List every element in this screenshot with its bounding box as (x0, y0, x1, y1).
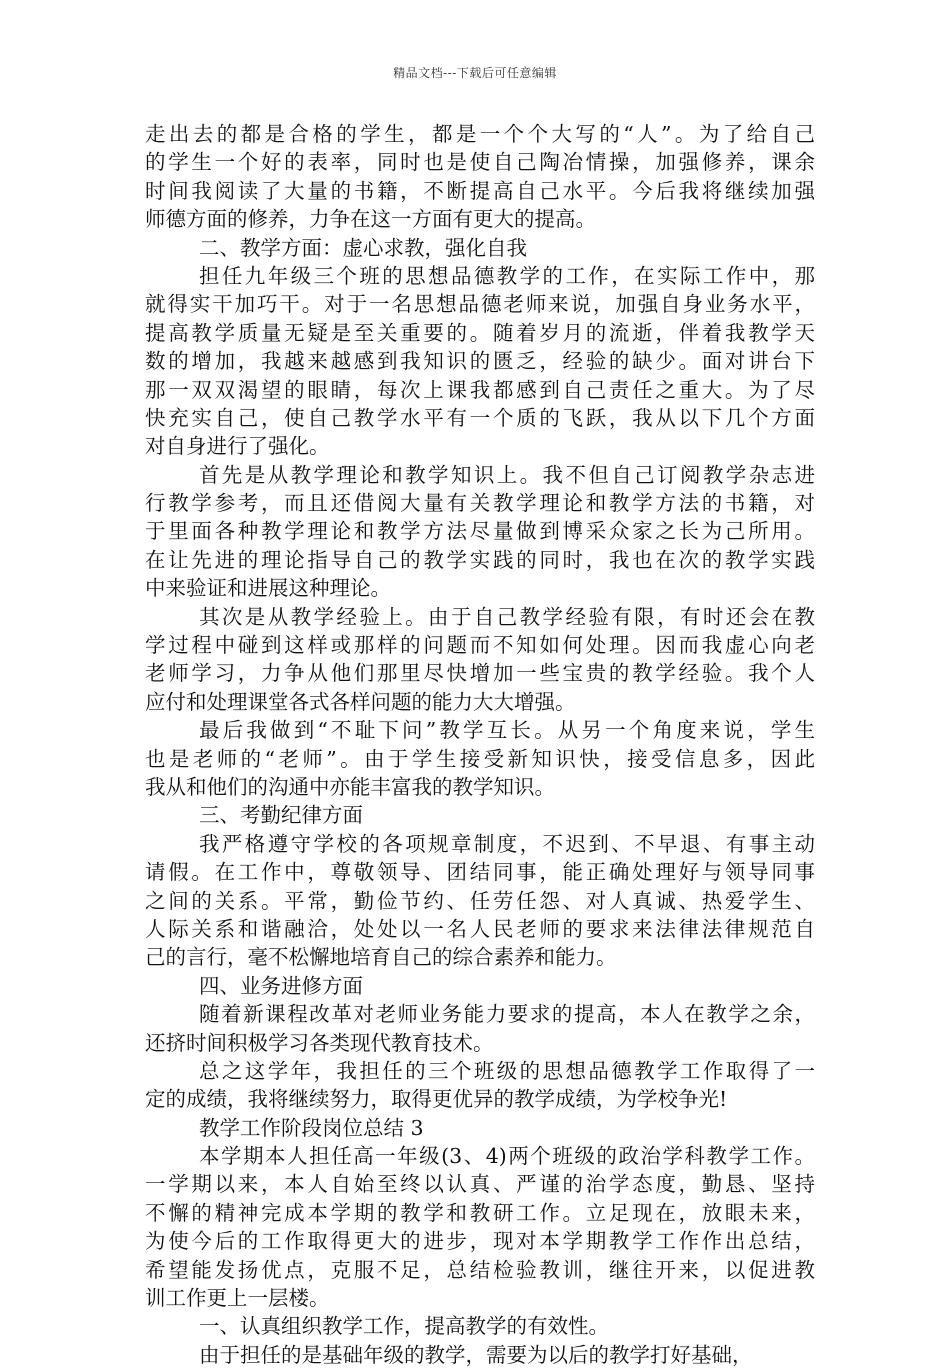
text-line: 人际关系和谐融洽，处处以一名人民老师的要求来法律法律规范自 (145, 916, 815, 941)
text-line: 二、教学方面：虚心求教，强化自我 (199, 235, 527, 260)
text-line: 行教学参考，而且还借阅大量有关教学理论和教学方法的书籍，对 (145, 491, 815, 516)
text-line: 其次是从教学经验上。由于自己教学经验有限，有时还会在教 (199, 604, 815, 629)
text-line: 本学期本人担任高一年级(3、4)两个班级的政治学科教学工作。 (199, 1144, 815, 1169)
text-line: 不懈的精神完成本学期的教学和教研工作。立足现在，放眼未来， (145, 1200, 815, 1225)
text-line: 中来验证和进展这种理论。 (145, 576, 391, 601)
text-line: 四、业务进修方面 (199, 973, 363, 998)
text-line: 时间我阅读了大量的书籍，不断提高自己水平。今后我将继续加强 (145, 178, 815, 203)
text-line: 对自身进行了强化。 (145, 434, 330, 459)
text-line: 之间的关系。平常，勤俭节约、任劳任怨、对人真诚、热爱学生、 (145, 888, 815, 913)
text-line: 我严格遵守学校的各项规章制度，不迟到、不早退、有事主动 (199, 831, 815, 856)
text-line: 就得实干加巧干。对于一名思想品德老师来说，加强自身业务水平， (145, 292, 815, 317)
text-line: 训工作更上一层楼。 (145, 1286, 330, 1311)
text-line: 一、认真组织教学工作，提高教学的有效性。 (199, 1314, 609, 1339)
text-line: 我从和他们的沟通中亦能丰富我的教学知识。 (145, 774, 555, 799)
text-line: 由于担任的是基础年级的教学，需要为以后的教学打好基础， (199, 1342, 753, 1367)
text-line: 还挤时间积极学习各类现代教育技术。 (145, 1030, 494, 1055)
text-line: 走出去的都是合格的学生，都是一个个大写的“人”。为了给自己 (145, 122, 815, 146)
text-line: 请假。在工作中，尊敬领导、团结同事，能正确处理好与领导同事 (145, 860, 815, 885)
text-line: 定的成绩，我将继续努力，取得更优异的教学成绩，为学校争光! (145, 1087, 728, 1112)
text-line: 最后我做到“不耻下问”教学互长。从另一个角度来说，学生 (199, 718, 815, 743)
text-line: 担任九年级三个班的思想品德教学的工作，在实际工作中，那 (199, 263, 815, 288)
text-line: 学过程中碰到这样或那样的问题而不知如何处理。因而我虚心向老 (145, 633, 815, 658)
text-line: 己的言行，毫不松懈地培育自己的综合素养和能力。 (145, 945, 617, 970)
text-line: 希望能发扬优点，克服不足，总结检验教训，继往开来，以促进教 (145, 1257, 815, 1282)
text-line: 应付和处理课堂各式各样问题的能力大大增强。 (145, 689, 576, 714)
text-line: 教学工作阶段岗位总结 3 (199, 1115, 424, 1140)
text-line: 数的增加，我越来越感到我知识的匮乏，经验的缺少。面对讲台下 (145, 349, 815, 374)
page-header: 精品文档---下载后可任意编辑 (393, 66, 557, 80)
text-line: 一学期以来，本人自始至终以认真、严谨的治学态度，勤恳、坚持 (145, 1172, 815, 1197)
text-line: 随着新课程改革对老师业务能力要求的提高，本人在教学之余， (199, 1002, 815, 1027)
document-body (145, 120, 815, 1369)
text-line: 在让先进的理论指导自己的教学实践的同时，我也在次的教学实践 (145, 547, 815, 572)
text-line: 快充实自己，使自己教学水平有一个质的飞跃，我从以下几个方面 (145, 405, 815, 430)
text-line: 三、考勤纪律方面 (199, 803, 363, 828)
text-line: 师德方面的修养，力争在这一方面有更大的提高。 (145, 207, 596, 232)
text-line: 那一双双渴望的眼睛，每次上课我都感到自己责任之重大。为了尽 (145, 377, 815, 402)
text-line: 首先是从教学理论和教学知识上。我不但自己订阅教学杂志进 (199, 462, 815, 487)
text-line: 的学生一个好的表率，同时也是使自己陶冶情操，加强修养，课余 (145, 150, 815, 175)
text-line: 提高教学质量无疑是至关重要的。随着岁月的流逝，伴着我教学天 (145, 320, 815, 345)
text-line: 老师学习，力争从他们那里尽快增加一些宝贵的教学经验。我个人 (145, 661, 815, 686)
text-line: 为使今后的工作取得更大的进步，现对本学期教学工作作出总结， (145, 1229, 815, 1254)
text-line: 也是老师的“老师”。由于学生接受新知识快，接受信息多，因此 (145, 746, 815, 771)
text-line: 总之这学年，我担任的三个班级的思想品德教学工作取得了一 (199, 1058, 815, 1083)
text-line: 于里面各种教学理论和教学方法尽量做到博采众家之长为己所用。 (145, 519, 815, 544)
